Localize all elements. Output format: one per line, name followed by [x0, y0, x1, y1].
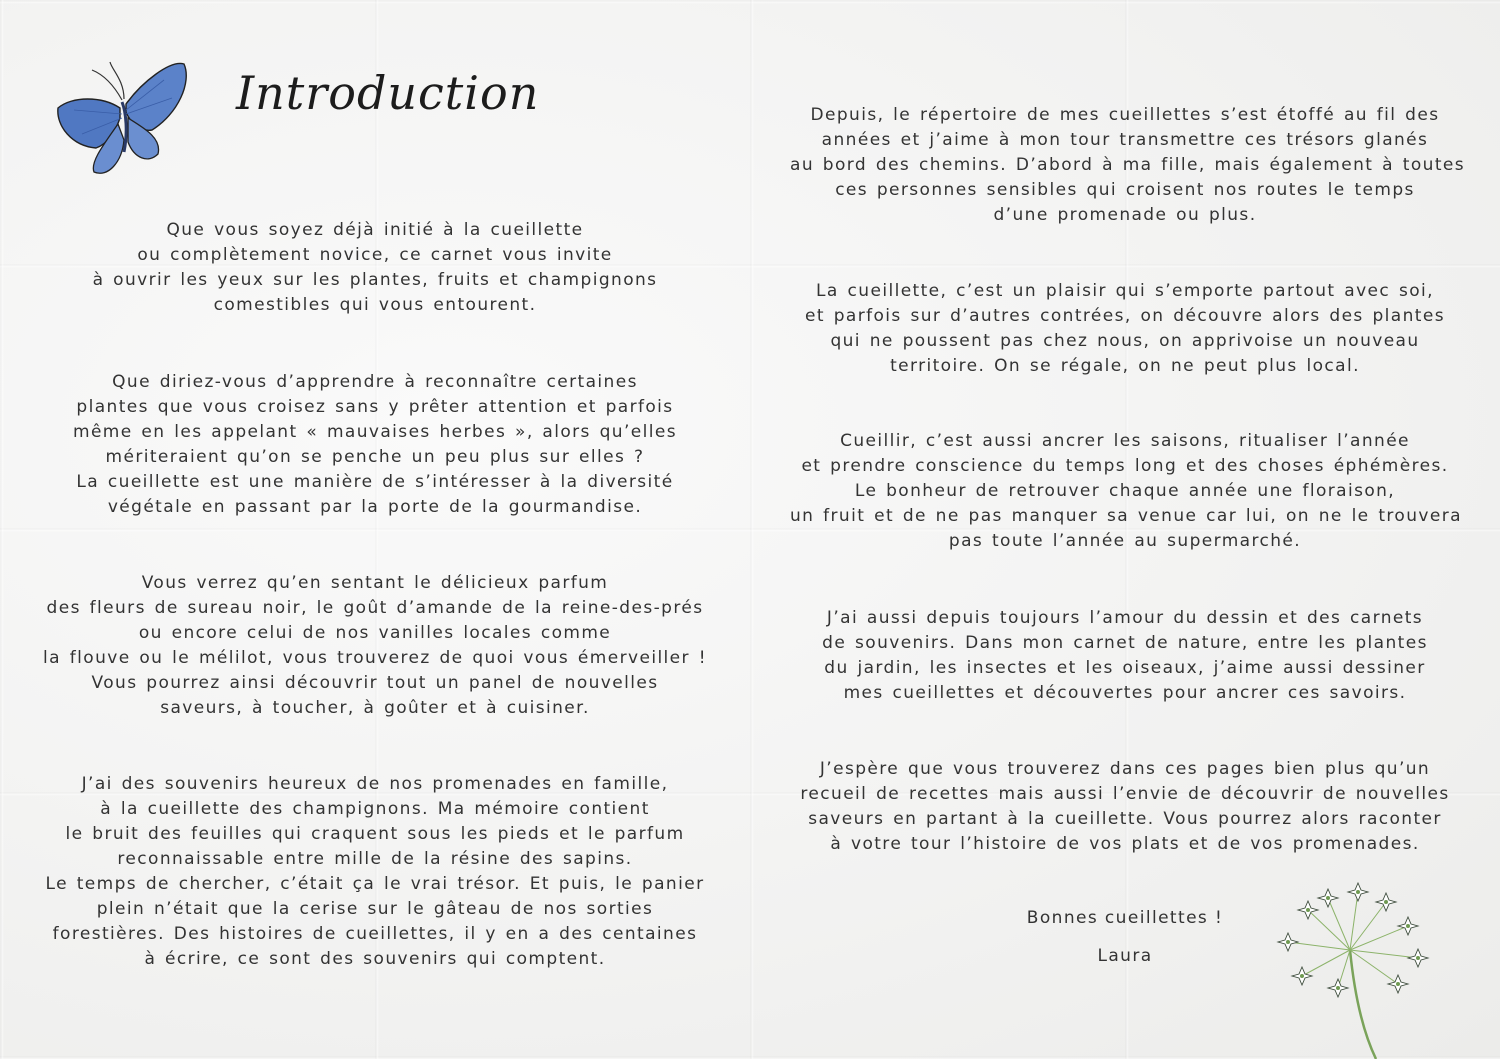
text-line: la flouve ou le mélilot, vous trouverez de quoi vous émerveiller !: [43, 648, 707, 668]
text-line: J’ai aussi depuis toujours l’amour du dessin et des carnets: [826, 608, 1424, 628]
text-line: La cueillette, c’est un plaisir qui s’emporte partout avec soi,: [816, 281, 1434, 301]
text-line: territoire. On se régale, on ne peut plus local.: [890, 356, 1360, 376]
text-line: ou complètement novice, ce carnet vous invite: [137, 245, 613, 265]
text-line: plein n’était que la cerise sur le gâteau de nos sorties: [96, 899, 654, 919]
text-line: ces personnes sensibles qui croisent nos routes le temps: [835, 180, 1415, 200]
text-line: au bord des chemins. D’abord à ma fille, mais également à toutes: [790, 155, 1466, 175]
text-line: Vous verrez qu’en sentant le délicieux parfum: [141, 573, 609, 593]
text-line: forestières. Des histoires de cueillettes, il y en a des centaines: [52, 924, 698, 944]
text-line: reconnaissable entre mille de la résine des sapins.: [117, 849, 633, 869]
page-title: Introduction: [236, 66, 540, 120]
text-line: J’espère que vous trouverez dans ces pages bien plus qu’un: [819, 759, 1431, 779]
right-paragraph-1: [790, 103, 1466, 228]
text-line: plantes que vous croisez sans y prêter attention et parfois: [76, 397, 674, 417]
left-paragraph-3: [40, 571, 710, 721]
text-line: Que diriez-vous d’apprendre à reconnaître certaines: [112, 372, 638, 392]
left-paragraph-1: [40, 218, 710, 318]
text-line: un fruit et de ne pas manquer sa venue car lui, on ne le trouvera: [790, 506, 1462, 526]
text-line: La cueillette est une manière de s’intéresser à la diversité: [76, 472, 674, 492]
text-line: à votre tour l’histoire de vos plats et de vos promenades.: [830, 834, 1420, 854]
text-line: d’une promenade ou plus.: [993, 205, 1257, 225]
text-line: ou encore celui de nos vanilles locales comme: [138, 623, 612, 643]
text-line: qui ne poussent pas chez nous, on apprivoise un nouveau: [830, 331, 1420, 351]
text-line: des fleurs de sureau noir, le goût d’amande de la reine-des-prés: [46, 598, 704, 618]
text-line: J’ai des souvenirs heureux de nos promenades en famille,: [81, 774, 669, 794]
text-line: du jardin, les insectes et les oiseaux, j’aime aussi dessiner: [824, 658, 1426, 678]
text-line: années et j’aime à mon tour transmettre ces trésors glanés: [821, 130, 1429, 150]
text-line: recueil de recettes mais aussi l’envie de découvrir de nouvelles: [800, 784, 1450, 804]
text-line: à la cueillette des champignons. Ma mémoire contient: [100, 799, 650, 819]
right-paragraph-5: [790, 757, 1460, 857]
text-line: saveurs en partant à la cueillette. Vous pourrez alors raconter: [808, 809, 1442, 829]
text-line: mes cueillettes et découvertes pour ancrer ces savoirs.: [843, 683, 1407, 703]
text-line: Le bonheur de retrouver chaque année une floraison,: [854, 481, 1396, 501]
wild-garlic-flower-icon: [1258, 880, 1443, 1059]
text-line: mériteraient qu’on se penche un peu plus sur elles ?: [105, 447, 645, 467]
left-paragraph-4: [40, 772, 710, 972]
right-paragraph-2: [790, 279, 1460, 379]
text-line: végétale en passant par la porte de la gourmandise.: [107, 497, 643, 517]
butterfly-icon: [52, 52, 192, 180]
text-line: Depuis, le répertoire de mes cueillettes s’est étoffé au fil des: [810, 105, 1440, 125]
text-line: à ouvrir les yeux sur les plantes, fruits et champignons: [92, 270, 658, 290]
text-line: à écrire, ce sont des souvenirs qui comptent.: [144, 949, 606, 969]
text-line: comestibles qui vous entourent.: [213, 295, 537, 315]
text-line: saveurs, à toucher, à goûter et à cuisiner.: [160, 698, 590, 718]
author-signature: Laura: [1097, 946, 1153, 966]
text-line: Le temps de chercher, c’était ça le vrai trésor. Et puis, le panier: [45, 874, 705, 894]
left-paragraph-2: [40, 370, 710, 520]
right-page: [750, 0, 1500, 1059]
text-line: et prendre conscience du temps long et des choses éphémères.: [801, 456, 1449, 476]
text-line: et parfois sur d’autres contrées, on découvre alors des plantes: [805, 306, 1445, 326]
text-line: Vous pourrez ainsi découvrir tout un panel de nouvelles: [91, 673, 659, 693]
text-line: pas toute l’année au supermarché.: [948, 531, 1302, 551]
closing-greeting: Bonnes cueillettes !: [1026, 908, 1224, 928]
text-line: même en les appelant « mauvaises herbes », alors qu’elles: [72, 422, 678, 442]
right-paragraph-4: [790, 606, 1460, 706]
text-line: Cueillir, c’est aussi ancrer les saisons, ritualiser l’année: [840, 431, 1410, 451]
text-line: de souvenirs. Dans mon carnet de nature, entre les plantes: [822, 633, 1428, 653]
right-paragraph-3: [790, 429, 1460, 554]
text-line: le bruit des feuilles qui craquent sous les pieds et le parfum: [65, 824, 685, 844]
text-line: Que vous soyez déjà initié à la cueillette: [166, 220, 584, 240]
